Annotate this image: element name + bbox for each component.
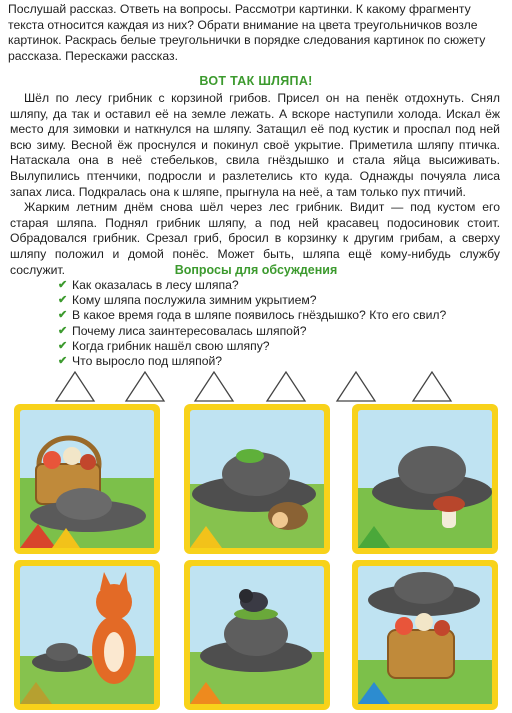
mushroom-under-hat-picture <box>352 404 498 554</box>
check-icon: ✔ <box>58 339 68 352</box>
story-title: ВОТ ТАК ШЛЯПА! <box>199 74 313 88</box>
story-paragraph: Шёл по лесу грибник с корзиной грибов. Присел он на пенёк отдохнуть. Снял шляпу, да так и оставил её на земле лежать. А вскоре наступили холода. Искал ёж место для зимовки и наткнулся на шляпу. Затащил её под кустик и проспал под ней всю зиму. Весной ёж проснулся и покинул своё укрытие. Приметила шляпу птичка. Натаскала она в неё стебельков, свила гнёздышко и стала яйца высиживать. Вылупились птенчики, подросли и разлетелись кто куда. Однажды почуяла лиса запах лиса. Подкралась она к шляпе, прыгнула на неё, а там только пух птичий. <box>10 91 500 199</box>
question-item: ✔ Как оказалась в лесу шляпа? <box>58 278 239 292</box>
check-icon: ✔ <box>58 294 68 307</box>
check-icon: ✔ <box>58 355 68 368</box>
hedgehog-under-hat-picture <box>184 404 330 554</box>
story-paragraph: Жарким летним днём снова шёл через лес грибник. Видит — под кустом его старая шляпа. Поднял грибник шляпу, а под ней красавец подосиновик стоит. Обрадовался грибник. Срезал гриб, бросил в корзинку к другим грибам, а сверху шляпу положил и домой понёс. Может быть, шляпа ещё кому-нибудь службу сослужит. <box>10 200 500 277</box>
question-item: ✔ В какое время года в шляпе появилось гнёздышко? Кто его свил? <box>58 308 447 323</box>
story-text <box>10 91 500 278</box>
questions-title: Вопросы для обсуждения <box>174 263 338 277</box>
blank-triangle[interactable] <box>413 372 451 401</box>
bird-on-hat-picture <box>184 560 330 710</box>
blank-triangle[interactable] <box>337 372 375 401</box>
blank-triangle[interactable] <box>126 372 164 401</box>
basket-and-hat-picture <box>14 404 160 554</box>
check-icon: ✔ <box>58 279 68 291</box>
check-icon: ✔ <box>58 324 68 337</box>
question-item: ✔ Что выросло под шляпой? <box>58 354 223 369</box>
blank-triangles-row <box>0 368 512 408</box>
questions-list <box>58 278 446 369</box>
hat-on-basket-picture <box>352 560 498 710</box>
fox-and-hat-picture <box>14 560 160 710</box>
blank-triangle[interactable] <box>267 372 305 401</box>
check-icon: ✔ <box>58 309 68 322</box>
question-item: ✔ Почему лиса заинтересовалась шляпой? <box>58 323 307 338</box>
question-item: ✔ Кому шляпа послужила зимним укрытием? <box>58 293 317 308</box>
question-item: ✔ Когда грибник нашёл свою шляпу? <box>58 338 270 353</box>
blank-triangle[interactable] <box>56 372 94 401</box>
instructions-text: Послушай рассказ. Ответь на вопросы. Рассмотри картинки. К какому фрагменту текста относится каждая из них? Обрати внимание на цвета треугольничков возле картинок. Раскрась белые треугольнички в порядке следования картинок по сюжету рассказа. Перескажи рассказ. <box>8 2 486 63</box>
blank-triangle[interactable] <box>195 372 233 401</box>
